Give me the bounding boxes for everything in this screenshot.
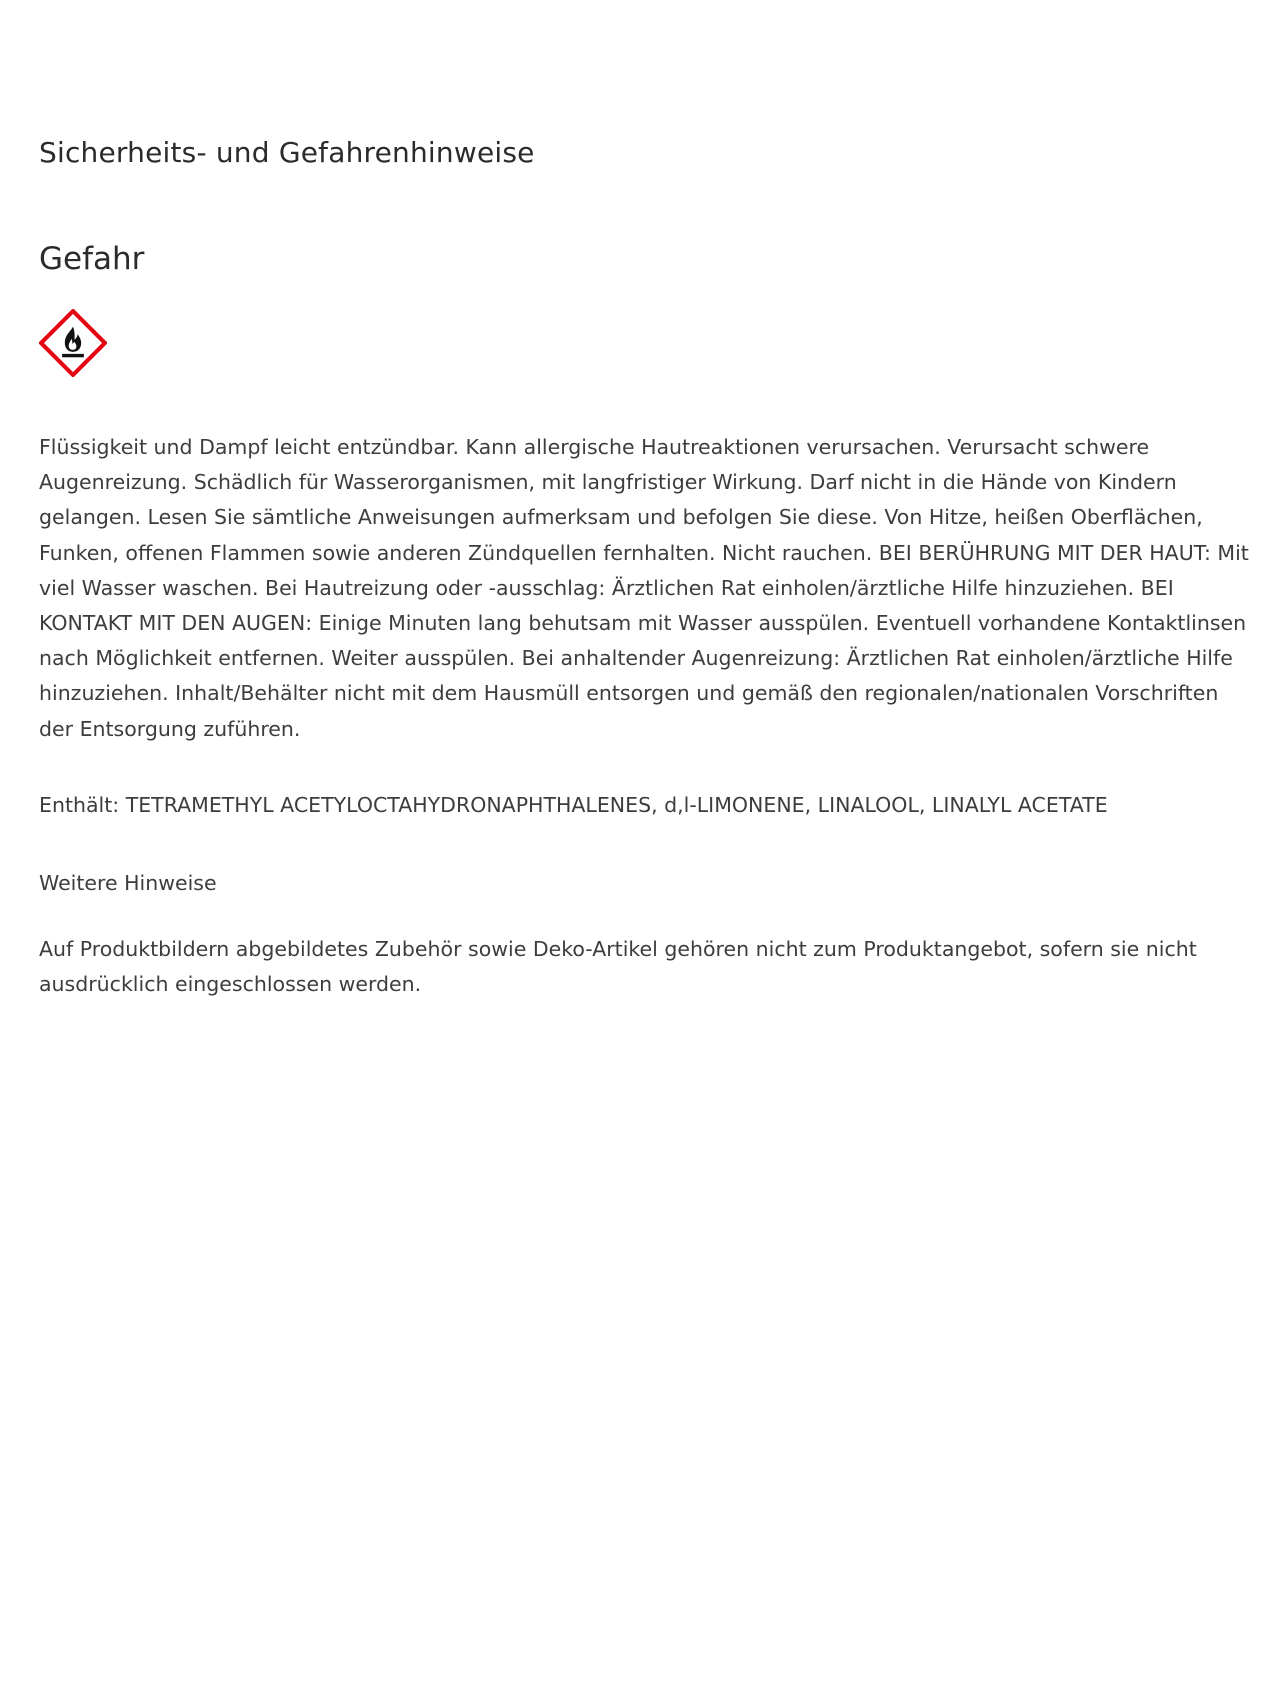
further-notes-text: Auf Produktbildern abgebildetes Zubehör sowie Deko-Artikel gehören nicht zum Produktangebot, sofern sie nicht ausdrücklich eingeschlossen werden. xyxy=(39,937,1197,997)
section-title: Sicherheits- und Gefahrenhinweise xyxy=(39,136,535,169)
hazard-statement: Flüssigkeit und Dampf leicht entzündbar. Kann allergische Hautreaktionen verursachen. Verursacht schwere Augenreizung. Schädlich für Wasserorganismen, mit langfristiger Wirkung. Darf nicht in die Hände von Kindern gelangen. Lesen Sie sämtliche Anweisungen aufmerksam und befolgen Sie diese. Von Hitze, heißen Oberflächen, Funken, offenen Flammen sowie anderen Zündquellen fernhalten. Nicht rauchen. BEI BERÜHRUNG MIT DER HAUT: Mit viel Wasser waschen. Bei Hautreizung oder -ausschlag: Ärztlichen Rat einholen/ärztliche Hilfe hinzuziehen. BEI KONTAKT MIT DEN AUGEN: Einige Minuten lang behutsam mit Wasser ausspülen. Eventuell vorhandene Kontaktlinsen nach Möglichkeit entfernen. Weiter ausspülen. Bei anhaltender Augenreizung: Ärztlichen Rat einholen/ärztliche Hilfe hinzuziehen. Inhalt/Behälter nicht mit dem Hausmüll entsorgen und gemäß den regionalen/nationalen Vorschriften der Entsorgung zuführen. xyxy=(39,435,1249,741)
further-notes-title: Weitere Hinweise xyxy=(39,871,217,895)
ghs-flame-icon xyxy=(39,309,107,377)
signal-word: Gefahr xyxy=(39,241,145,277)
contains-ingredients: Enthält: TETRAMETHYL ACETYLOCTAHYDRONAPHTHALENES, d,l-LIMONENE, LINALOOL, LINALYL ACETATE xyxy=(39,793,1108,817)
